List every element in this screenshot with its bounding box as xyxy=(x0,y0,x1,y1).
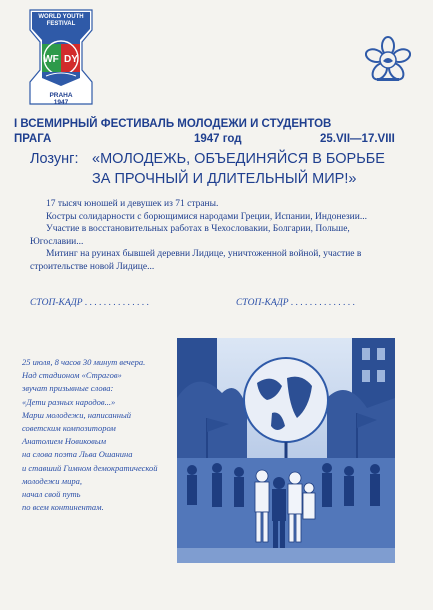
caption-line: Анатолием Новиковым xyxy=(22,436,107,447)
emblem-letters-right: DY xyxy=(64,54,78,65)
caption-line: молодежи мира, xyxy=(22,475,82,486)
fact-paragraph: Костры солидарности с борющимися народами Греции, Испании, Индонезии... xyxy=(46,211,367,222)
caption-line: «Дети разных народов...» xyxy=(22,396,116,407)
emblem-letters-left: WF xyxy=(43,54,59,65)
emblem-city: PRAHA xyxy=(49,92,73,99)
facts-text xyxy=(30,198,405,273)
festival-title: I ВСЕМИРНЫЙ ФЕСТИВАЛЬ МОЛОДЕЖИ И СТУДЕНТОВ xyxy=(14,118,332,130)
festival-year: 1947 год xyxy=(194,133,242,145)
stop-kadr-left: СТОП-КАДР . . . . . . . . . . . . . . xyxy=(30,298,150,308)
fact-paragraph: Митинг на руинах бывшей деревни Лидице, уничтоженной войной, участие в строительстве новой Лидице... xyxy=(30,249,362,272)
caption-line: Над стадионом «Страгов» xyxy=(22,370,122,381)
emblem-line: WORLD YOUTH xyxy=(38,14,84,20)
flower-emblem-icon xyxy=(365,36,411,84)
caption-line: и ставший Гимном демократической xyxy=(22,462,158,473)
photo-caption xyxy=(22,356,172,514)
emblem-bottom-text xyxy=(26,92,96,106)
festival-emblem xyxy=(26,8,96,108)
caption-line: звучат призывные слова: xyxy=(22,383,114,394)
fact-paragraph: Участие в восстановительных работах в Чехословакии, Болгарии, Польше, Югославии... xyxy=(30,224,350,247)
festival-city: ПРАГА xyxy=(14,133,52,145)
emblem-year: 1947 xyxy=(53,99,69,106)
emblem-top-text xyxy=(26,14,96,28)
stop-kadr-right: СТОП-КАДР . . . . . . . . . . . . . . xyxy=(236,298,356,308)
slogan-line: ЗА ПРОЧНЫЙ И ДЛИТЕЛЬНЫЙ МИР!» xyxy=(92,171,357,187)
caption-line: на слова поэта Льва Ошанина xyxy=(22,449,133,460)
caption-line: 25 июля, 8 часов 30 минут вечера. xyxy=(22,357,146,367)
slogan-label: Лозунг: xyxy=(30,151,79,167)
caption-line: советским композитором xyxy=(22,423,116,434)
emblem-line: FESTIVAL xyxy=(46,21,76,27)
parade-photo xyxy=(177,338,395,563)
festival-dates: 25.VII—17.VIII xyxy=(320,133,395,145)
caption-line: Марш молодежи, написанный xyxy=(22,409,131,420)
slogan-line: «МОЛОДЕЖЬ, ОБЪЕДИНЯЙСЯ В БОРЬБЕ xyxy=(92,151,385,167)
caption-line: по всем континентам. xyxy=(22,502,104,513)
caption-line: начал свой путь xyxy=(22,489,81,500)
fact-paragraph: 17 тысяч юношей и девушек из 71 страны. xyxy=(46,199,219,209)
